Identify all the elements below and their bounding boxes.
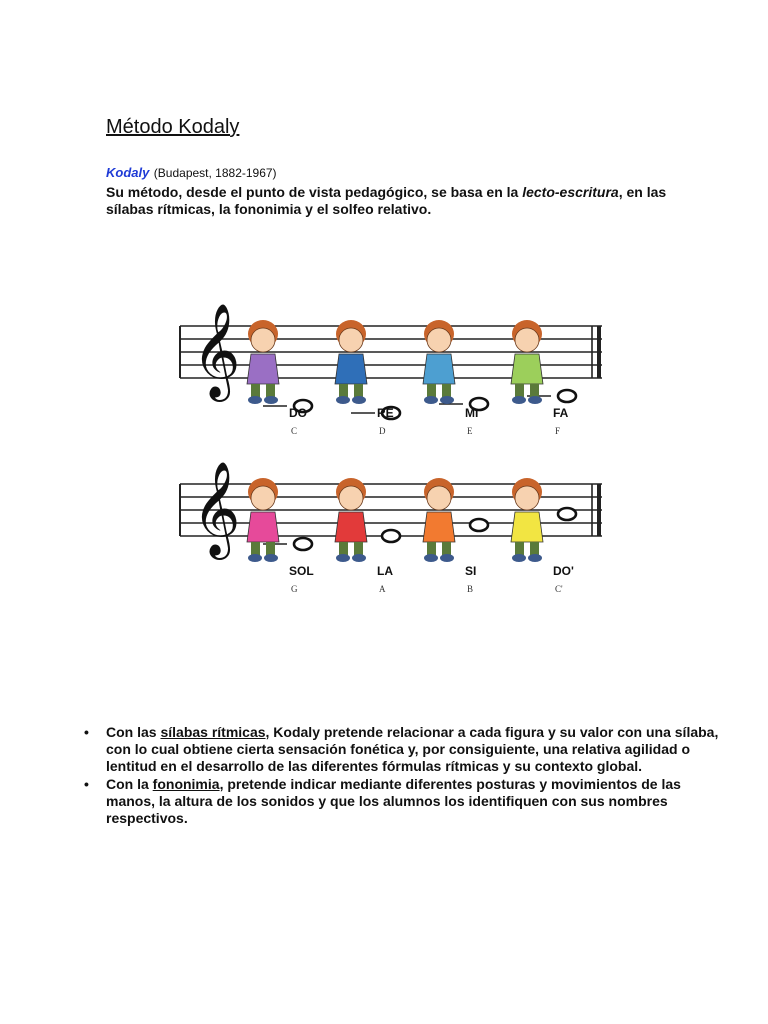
bullet-dot: • — [84, 724, 89, 740]
bullet-rest: , Kodaly pretende relacionar a cada figura y su valor con una sílaba, con lo cual obtiene cierta sensación fonética y, por consiguiente, una relativa agilidad o lentitud en el desarrollo de las diferentes fórmulas rítmicas y su contexto global. — [106, 724, 719, 774]
bullet-item-silabas — [84, 724, 724, 775]
child-face — [515, 328, 539, 352]
child-figure — [247, 478, 279, 562]
child-figure — [335, 478, 367, 562]
solfege-label: SOL — [289, 564, 314, 578]
child-shoe — [440, 396, 454, 404]
bullet-text — [106, 724, 724, 775]
whole-note — [558, 390, 576, 402]
child-leg — [427, 542, 436, 556]
child-shoe — [336, 554, 350, 562]
child-leg — [354, 542, 363, 556]
page-title: Método Kodaly — [106, 116, 240, 138]
child-shoe — [528, 396, 542, 404]
bullet-underlined-term: fononimia — [152, 776, 220, 792]
child-face — [339, 486, 363, 510]
note-letter-label: C' — [555, 584, 563, 594]
child-figure — [247, 320, 279, 404]
child-shoe — [424, 396, 438, 404]
solfege-label: DO — [289, 406, 307, 420]
child-shoe — [440, 554, 454, 562]
child-face — [251, 328, 275, 352]
note-letter-label: B — [467, 584, 474, 594]
child-leg — [427, 384, 436, 398]
child-leg — [354, 384, 363, 398]
child-figure — [335, 320, 367, 404]
child-face — [251, 486, 275, 510]
child-face — [427, 328, 451, 352]
child-leg — [442, 542, 451, 556]
child-body — [247, 512, 279, 542]
child-leg — [530, 542, 539, 556]
treble-clef-icon: 𝄞 — [192, 461, 241, 556]
solfege-label: RE — [377, 406, 394, 420]
intro-text-italic: lecto-escritura — [522, 184, 619, 200]
staff-top — [180, 303, 602, 436]
child-body — [511, 512, 543, 542]
child-body — [335, 354, 367, 384]
note-letter-label: C — [291, 426, 298, 436]
bullet-dot: • — [84, 776, 89, 792]
note-letter-label: D — [379, 426, 386, 436]
composer-dates: (Budapest, 1882-1967) — [153, 166, 277, 180]
child-shoe — [336, 396, 350, 404]
intro-text-before: Su método, desde el punto de vista pedagógico, se basa en la — [106, 184, 523, 200]
whole-note — [558, 508, 576, 520]
note-letter-label: F — [555, 426, 561, 436]
child-shoe — [528, 554, 542, 562]
child-body — [423, 512, 455, 542]
child-shoe — [248, 554, 262, 562]
child-shoe — [512, 554, 526, 562]
child-leg — [251, 542, 260, 556]
child-leg — [251, 384, 260, 398]
child-leg — [266, 384, 275, 398]
child-body — [335, 512, 367, 542]
solfege-label: FA — [553, 406, 569, 420]
solfege-label: LA — [377, 564, 393, 578]
whole-note — [382, 530, 400, 542]
bullet-list — [84, 724, 724, 828]
intro-heading-line — [106, 164, 706, 182]
whole-note — [470, 519, 488, 531]
note-letter-label: E — [467, 426, 473, 436]
child-shoe — [424, 554, 438, 562]
bullet-prefix: Con la — [106, 776, 153, 792]
composer-name: Kodaly — [106, 165, 150, 180]
child-body — [423, 354, 455, 384]
bullet-rest: , pretende indicar mediante diferentes posturas y movimientos de las manos, la altura de los sonidos y que los alumnos los identifiquen con sus nombres respectivos. — [106, 776, 681, 826]
whole-note — [294, 538, 312, 550]
solfege-label: MI — [465, 406, 479, 420]
intro-paragraph — [106, 184, 706, 218]
child-shoe — [352, 554, 366, 562]
child-leg — [530, 384, 539, 398]
child-leg — [266, 542, 275, 556]
child-figure — [511, 320, 543, 404]
bullet-prefix: Con las — [106, 724, 161, 740]
child-figure — [423, 478, 455, 562]
child-shoe — [512, 396, 526, 404]
staff-bottom — [180, 461, 602, 594]
kodaly-hand-signs-illustration — [170, 296, 610, 636]
child-face — [427, 486, 451, 510]
child-body — [247, 354, 279, 384]
child-shoe — [264, 554, 278, 562]
child-leg — [339, 384, 348, 398]
child-shoe — [248, 396, 262, 404]
child-leg — [515, 384, 524, 398]
solfege-label: SI — [465, 564, 477, 578]
bullet-underlined-term: sílabas rítmicas — [160, 724, 266, 740]
intro-section — [106, 164, 706, 218]
child-leg — [442, 384, 451, 398]
note-letter-label: A — [379, 584, 386, 594]
child-leg — [515, 542, 524, 556]
bullet-item-fononimia — [84, 776, 724, 827]
note-letter-label: G — [291, 584, 298, 594]
child-figure — [511, 478, 543, 562]
child-face — [515, 486, 539, 510]
child-leg — [339, 542, 348, 556]
child-shoe — [264, 396, 278, 404]
child-body — [511, 354, 543, 384]
child-shoe — [352, 396, 366, 404]
child-figure — [423, 320, 455, 404]
solfege-label: DO' — [553, 564, 574, 578]
intro-text-after: , en las sílabas rítmicas, la fononimia y el solfeo relativo. — [106, 184, 667, 217]
bullet-text — [106, 776, 724, 827]
treble-clef-icon: 𝄞 — [192, 303, 241, 398]
child-face — [339, 328, 363, 352]
